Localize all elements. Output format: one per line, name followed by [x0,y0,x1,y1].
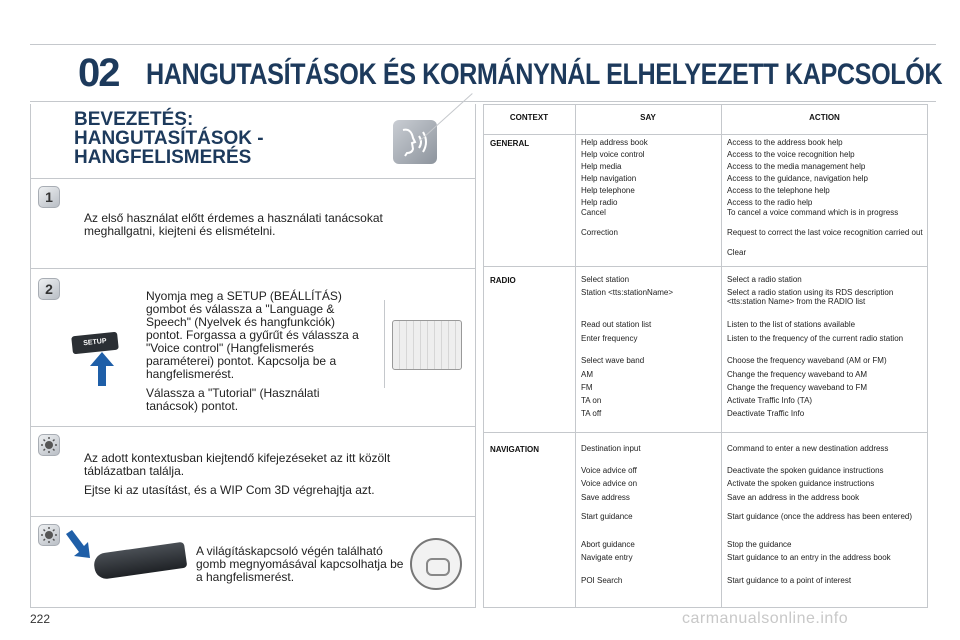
table-header-context: CONTEXT [509,113,549,122]
action-cell: Choose the frequency waveband (AM or FM) [727,356,887,365]
paragraph: Nyomja meg a SETUP (BEÁLLÍTÁS) gombot és válassza a "Language & Speech" (Nyelvek és hangfunkciók) pontot. Forgassa a gyűrűt és válassza a "Voice control" (Hangfelismerés paraméterei) pontot. Kapcsolja be a hangfelismerést. [146,289,359,381]
arrow-down-right-icon [64,530,92,560]
tip-1-badge [38,434,60,456]
voice-command-icon [393,120,437,164]
action-cell: Clear [727,248,747,257]
intro-title [74,110,364,167]
say-cell: Voice advice off [581,466,637,475]
table-header-rule [483,134,928,135]
say-cell: Navigate entry [581,553,633,562]
say-cell: Destination input [581,444,641,453]
paragraph: Ejtse ki az utasítást, és a WIP Com 3D végrehajtja azt. [84,483,375,497]
say-cell: Correction [581,228,618,237]
say-cell: Cancel [581,208,606,217]
say-cell: Help telephone [581,186,635,195]
action-cell: Access to the telephone help [727,186,830,195]
action-cell: Listen to the list of stations available [727,320,856,329]
tip-1-text [84,452,424,503]
radio-unit-icon [392,320,462,370]
step-2-text [146,290,374,419]
action-cell: Access to the radio help [727,198,813,207]
action-cell: Activate Traffic Info (TA) [727,396,813,405]
intro-title-line: BEVEZETÉS: [74,109,194,130]
lightbulb-icon [39,435,59,455]
say-cell: Help navigation [581,174,637,183]
setup-key: SETUP [71,332,119,355]
watermark: carmanualsonline.info [682,610,849,627]
action-cell: Change the frequency waveband to FM [727,383,868,392]
steering-wheel-icon [410,538,462,590]
say-cell: Save address [581,493,630,502]
say-cell: FM [581,383,593,392]
say-cell: Select wave band [581,356,645,365]
say-cell: Select station [581,275,630,284]
chapter-number: 02 [78,51,119,95]
column-rule [721,104,722,608]
say-cell: Station <tts:stationName> [581,288,674,297]
action-cell: Request to correct the last voice recognition carried out [727,228,923,237]
intro-title-line: HANGUTASÍTÁSOK - [74,128,264,149]
say-cell: AM [581,370,593,379]
arrow-up-icon [90,352,114,386]
paragraph: Válassza a "Tutorial" (Használati tanácsok) pontot. [146,386,320,413]
tip-2-text [196,545,406,590]
action-cell: To cancel a voice command which is in progress [727,208,899,217]
action-cell: Save an address in the address book [727,493,860,502]
paragraph: A világításkapcsoló végén található gomb megnyomásával kapcsolhatja be a hangfelismerést. [196,544,404,584]
intro-title-line: HANGFELISMERÉS [74,147,252,168]
action-cell: Select a radio station [727,275,802,284]
page-title: HANGUTASÍTÁSOK ÉS KORMÁNYNÁL ELHELYEZETT KAPCSOLÓK [146,58,943,91]
say-cell: Start guidance [581,512,633,521]
context-radio: RADIO [490,276,516,285]
action-cell: Deactivate Traffic Info [727,409,805,418]
say-cell: Voice advice on [581,479,638,488]
column-rule [575,104,576,608]
paragraph: Az adott kontextusban kiejtendő kifejezéseket az itt közölt táblázatban találja. [84,451,391,478]
say-cell: Read out station list [581,320,652,329]
action-cell: Select a radio station using its RDS description <tts:station Name> from the RADIO list [727,288,894,306]
step-2-badge: 2 [38,278,60,300]
lightbulb-icon [39,525,59,545]
say-cell: TA on [581,396,602,405]
action-cell: Change the frequency waveband to AM [727,370,868,379]
say-cell: Abort guidance [581,540,635,549]
action-cell: Access to the address book help [727,138,843,147]
say-cell: Help address book [581,138,648,147]
tip-2-badge [38,524,60,546]
say-cell: Help radio [581,198,618,207]
group-rule [483,432,928,433]
action-cell: Access to the voice recognition help [727,150,855,159]
step-1-badge: 1 [38,186,60,208]
say-cell: Help voice control [581,150,645,159]
action-cell: Activate the spoken guidance instructions [727,479,875,488]
action-cell: Access to the guidance, navigation help [727,174,868,183]
action-cell: Deactivate the spoken guidance instructions [727,466,884,475]
action-cell: Command to enter a new destination address [727,444,889,453]
say-cell: TA off [581,409,602,418]
table-header-action: ACTION [809,113,840,122]
page-number: 222 [30,612,51,626]
table-header-say: SAY [640,113,656,122]
action-cell: Stop the guidance [727,540,792,549]
say-cell: POI Search [581,576,623,585]
say-cell: Enter frequency [581,334,638,343]
context-general: GENERAL [490,139,530,148]
action-cell: Access to the media management help [727,162,866,171]
action-cell: Start guidance to an entry in the address book [727,553,891,562]
group-rule [483,266,928,267]
say-cell: Help media [581,162,622,171]
context-navigation: NAVIGATION [490,445,540,454]
action-cell: Start guidance to a point of interest [727,576,852,585]
action-cell: Start guidance (once the address has been entered) [727,512,913,521]
paragraph: Az első használat előtt érdemes a használati tanácsokat meghallgatni, kiejteni és elismételni. [84,211,383,238]
step-1-text [84,212,414,244]
action-cell: Listen to the frequency of the current radio station [727,334,904,343]
